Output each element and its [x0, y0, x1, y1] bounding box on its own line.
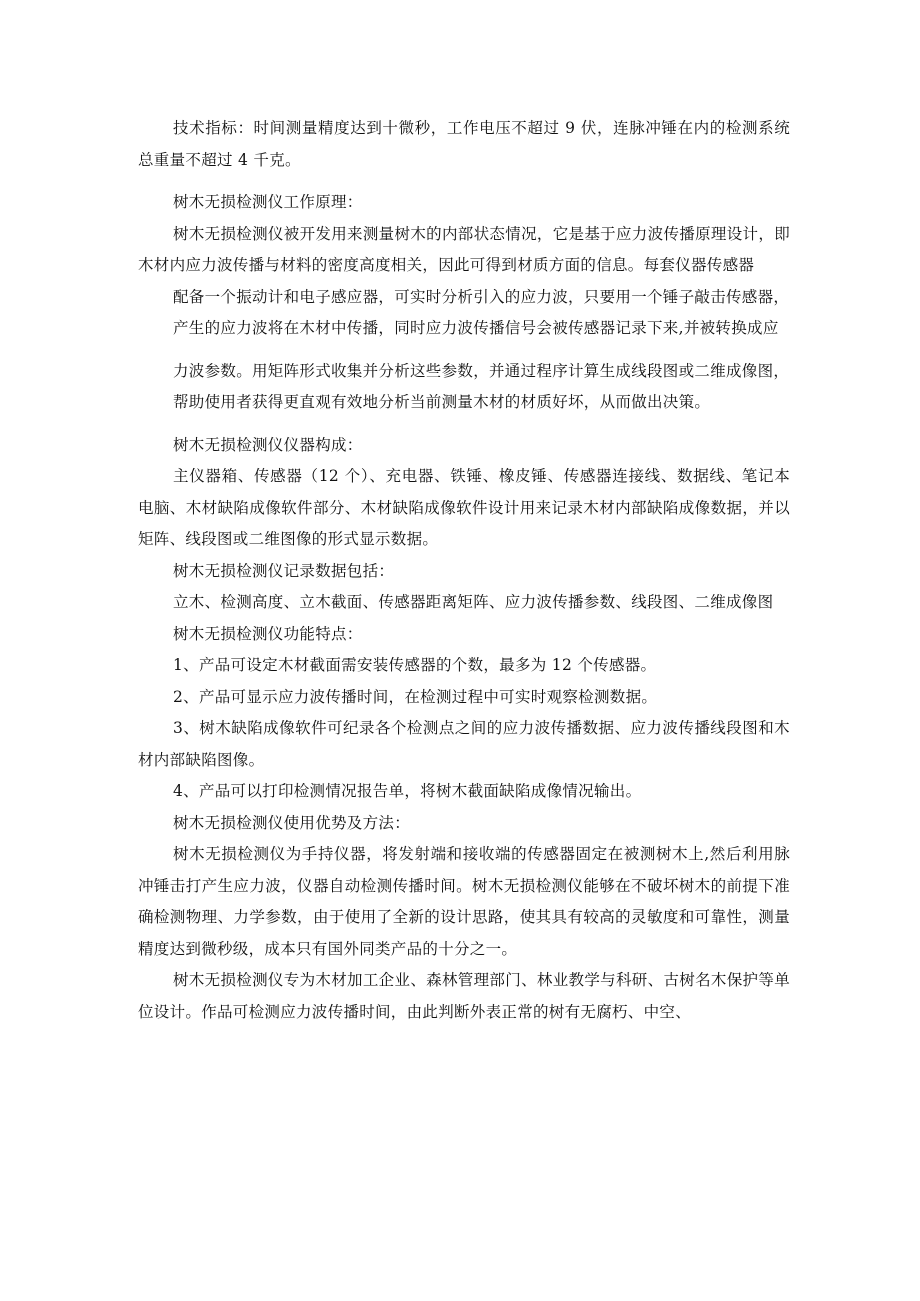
spec-paragraph: 技术指标：时间测量精度达到十微秒，工作电压不超过 9 伏，连脉冲锤在内的检测系统总重量不超过 4 千克。	[138, 119, 790, 169]
record-heading: 树木无损检测仪记录数据包括：	[173, 561, 395, 580]
composition-paragraph: 主仪器箱、传感器（12 个）、充电器、铁锤、橡皮锤、传感器连接线、数据线、笔记本电脑、木材缺陷成像软件部分、木材缺陷成像软件设计用来记录木材内部缺陷成像数据，并以矩阵、线段图或二维图像的形式显示数据。	[138, 467, 790, 548]
advantages-heading: 树木无损检测仪使用优势及方法：	[173, 813, 411, 832]
principle-paragraph-5: 帮助使用者获得更直观有效地分析当前测量木材的材质好坏，从而做出决策。	[173, 393, 711, 411]
record-paragraph: 立木、检测高度、立木截面、传感器距离矩阵、应力波传播参数、线段图、二维成像图	[173, 593, 774, 611]
document-body	[138, 113, 790, 1028]
principle-heading: 树木无损检测仪工作原理：	[173, 193, 363, 211]
principle-paragraph-3: 产生的应力波将在木材中传播，同时应力波传播信号会被传感器记录下来,并被转换成应	[173, 319, 779, 337]
feature-item-1: 1、产品可设定木材截面需安装传感器的个数，最多为 12 个传感器。	[173, 656, 657, 674]
feature-item-4: 4、产品可以打印检测情况报告单，将树木截面缺陷成像情况输出。	[173, 782, 642, 800]
principle-paragraph-1: 树木无损检测仪被开发用来测量树木的内部状态情况，它是基于应力波传播原理设计，即木材内应力波传播与材料的密度高度相关，因此可得到材质方面的信息。每套仪器传感器	[138, 224, 790, 274]
features-heading: 树木无损检测仪功能特点：	[173, 624, 363, 643]
advantages-paragraph-2: 树木无损检测仪专为木材加工企业、森林管理部门、林业教学与科研、古树名木保护等单位设计。作品可检测应力波传播时间，由此判断外表正常的树有无腐朽、中空、	[138, 971, 790, 1021]
advantages-paragraph-1: 树木无损检测仪为手持仪器，将发射端和接收端的传感器固定在被测树木上,然后利用脉冲锤击打产生应力波，仪器自动检测传播时间。树木无损检测仪能够在不破坏树木的前提下准确检测物理、力学参数，由于使用了全新的设计思路，使其具有较高的灵敏度和可靠性，测量精度达到微秒级，成本只有国外同类产品的十分之一。	[138, 845, 790, 958]
feature-item-3: 3、树木缺陷成像软件可纪录各个检测点之间的应力波传播数据、应力波传播线段图和木材内部缺陷图像。	[138, 719, 790, 769]
composition-heading: 树木无损检测仪仪器构成：	[173, 435, 363, 454]
principle-paragraph-4: 力波参数。用矩阵形式收集并分析这些参数，并通过程序计算生成线段图或二维成像图，	[173, 361, 790, 380]
principle-paragraph-2: 配备一个振动计和电子感应器，可实时分析引入的应力波，只要用一个锤子敲击传感器，	[173, 287, 790, 306]
feature-item-2: 2、产品可显示应力波传播时间，在检测过程中可实时观察检测数据。	[173, 687, 658, 706]
